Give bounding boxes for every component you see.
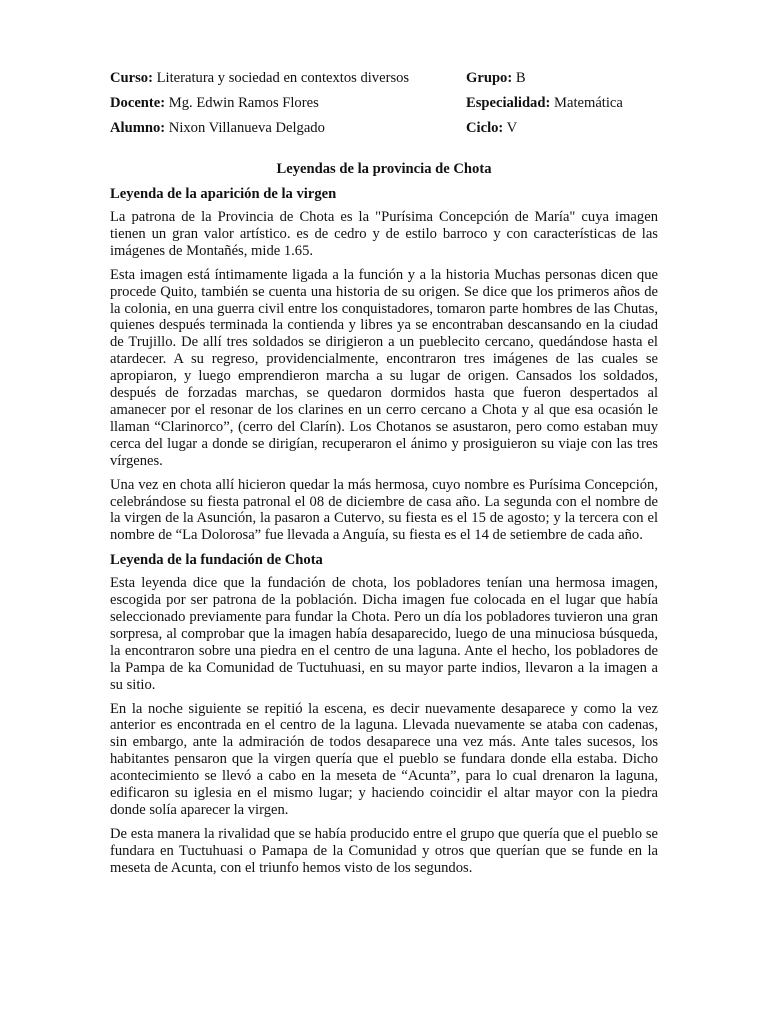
cycle-field (466, 116, 658, 141)
paragraph: En la noche siguiente se repitió la escena, es decir nuevamente desaparece y como la vez anterior es encontrada en el centro de la laguna. Llevada nuevamente se ataba con cadenas, sin embargo, ante la admiración de todos desaparece una vez más. Ante tales sucesos, los habitantes pensaron que la virgen quería que el pueblo se fundara donde ella estaba. Dicho acontecimiento se llevó a cabo en la meseta de “Acunta”, para lo cual drenaron la laguna, edificaron su iglesia en el mismo lugar; y haciendo coincidir el altar mayor con la piedra donde solía aparecer la virgen. (110, 700, 658, 818)
course-label: Curso: (110, 70, 153, 86)
teacher-field (110, 91, 466, 116)
group-field (466, 66, 658, 91)
course-value: Literatura y sociedad en contextos diversos (152, 70, 410, 86)
course-field (110, 66, 466, 91)
paragraph: La patrona de la Provincia de Chota es la "Purísima Concepción de María" cuya imagen tienen un gran valor artístico. es de cedro y de estilo barroco y con características de las imágenes de Montañés, mide 1.65. (110, 209, 658, 259)
cycle-value: V (503, 120, 518, 136)
student-value: Nixon Villanueva Delgado (165, 120, 325, 136)
teacher-label: Docente: (110, 95, 166, 111)
group-label: Grupo: (466, 70, 513, 86)
document-page (110, 66, 658, 884)
section-heading-foundation: Leyenda de la fundación de Chota (110, 552, 323, 569)
paragraph: Una vez en chota allí hicieron quedar la más hermosa, cuyo nombre es Purísima Concepción, celebrándose su fiesta patronal el 08 de diciembre de casa año. La segunda con el nombre de la virgen de la Asunción, la pasaron a Cutervo, su fiesta es el 15 de agosto; y la tercera con el nombre de “La Dolorosa” fue llevada a Anguía, su fiesta es el 14 de setiembre de cada año. (110, 476, 658, 544)
section-heading-apparition: Leyenda de la aparición de la virgen (110, 186, 337, 202)
cycle-label: Ciclo: (466, 120, 504, 136)
teacher-value: Mg. Edwin Ramos Flores (165, 95, 319, 111)
group-value: B (512, 70, 526, 86)
paragraph: Esta leyenda dice que la fundación de chota, los pobladores tenían una hermosa imagen, escogida por ser patrona de la población. Dicha imagen fue colocada en el lugar que había seleccionado previamente para fundar la Chota. Pero un día los pobladores tuvieron una gran sorpresa, al comprobar que la imagen había desaparecido, luego de una minuciosa búsqueda, la encontraron sobre una piedra en el centro de una laguna. Ante el hecho, los pobladores de la Pampa de ka Comunidad de Tuctuhuasi, en su mayor parte indios, llevaron a la imagen a su sitio. (110, 575, 658, 693)
header-info (110, 66, 658, 141)
student-field (110, 116, 466, 141)
document-title: Leyendas de la provincia de Chota (276, 161, 492, 177)
student-label: Alumno: (110, 120, 166, 136)
specialty-label: Especialidad: (466, 95, 551, 111)
specialty-value: Matemática (550, 95, 623, 111)
paragraph: Esta imagen está íntimamente ligada a la función y a la historia Muchas personas dicen que procede Quito, también se cuenta una historia de su origen. Se dice que los primeros años de la colonia, en una guerra civil entre los conquistadores, tomaron parte hombres de las Chutas, quienes después terminada la contienda y libres ya se encontraban descansando en la ciudad de Trujillo. De allí tres soldados se dirigieron a un pueblecito cercano, quedándose hasta el atardecer. A su regreso, providencialmente, encontraron tres imágenes de las cuales se apropiaron, y luego emprendieron marcha a su lugar de origen. Cansados los soldados, después de forzadas marchas, se quedaron dormidos hasta que fueron despertados al amanecer por el resonar de los clarines en un cerro cercano a Chota y al que esa ocasión le llaman “Clarinorco”, (cerro del Clarín). Los Chotanos se asustaron, pero como estaban muy cerca del lugar a donde se dirigían, recuperaron el ánimo y prosiguieron su viaje con las tres vírgenes. (110, 266, 658, 469)
paragraph: De esta manera la rivalidad que se había producido entre el grupo que quería que el pueblo se fundara en Tuctuhuasi o Pamapa de la Comunidad y otros que querían que se funde en la meseta de Acunta, con el triunfo hemos visto de los segundos. (110, 825, 658, 876)
specialty-field (466, 91, 658, 116)
